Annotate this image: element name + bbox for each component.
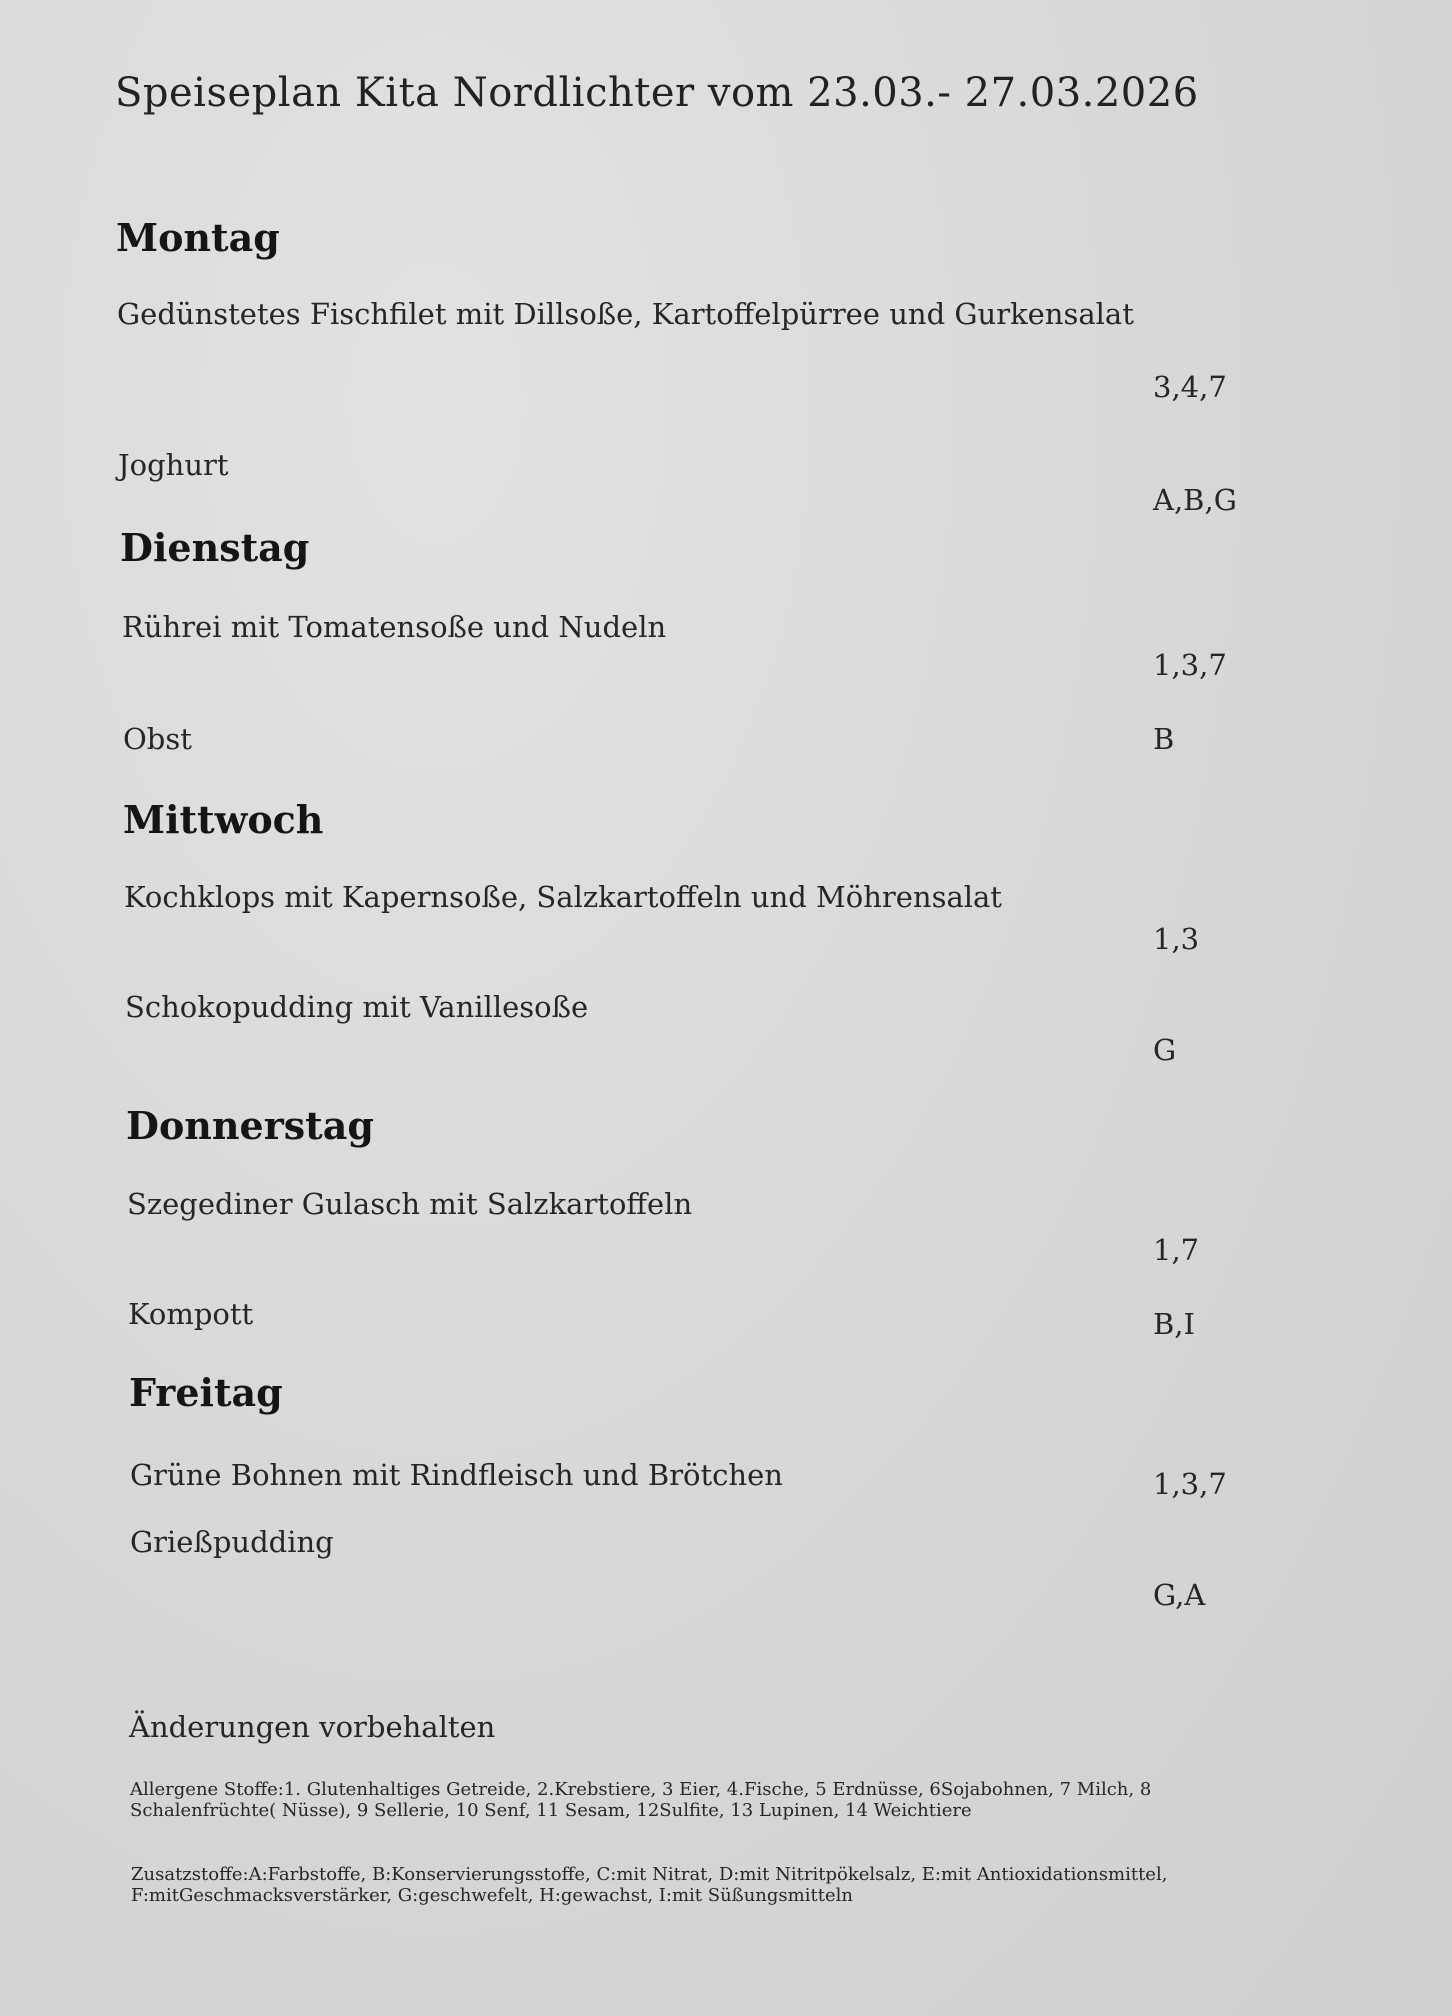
- meal-codes: 1,3,7: [1153, 648, 1227, 682]
- day-heading-mittwoch: Mittwoch: [123, 797, 324, 842]
- meal-dish: Schokopudding mit Vanillesoße: [125, 990, 589, 1024]
- meal-codes: G,A: [1153, 1578, 1206, 1612]
- meal-codes: B,I: [1153, 1307, 1195, 1341]
- additives-legend: Zusatzstoffe:A:Farbstoffe, B:Konservierungsstoffe, C:mit Nitrat, D:mit Nitritpökelsalz, E:mit Antioxidationsmittel, F:mitGeschmacksverstärker, G:geschwefelt, H:gewachst, I:mit Süßungsmitteln: [131, 1864, 1168, 1906]
- day-heading-dienstag: Dienstag: [120, 525, 310, 570]
- meal-dish: Grießpudding: [130, 1525, 334, 1559]
- meal-dish: Gedünstetes Fischfilet mit Dillsoße, Kartoffelpürree und Gurkensalat: [117, 297, 1134, 331]
- allergens-legend: Allergene Stoffe:1. Glutenhaltiges Getreide, 2.Krebstiere, 3 Eier, 4.Fische, 5 Erdnüsse, 6Sojabohnen, 7 Milch, 8 Schalenfrüchte( Nüsse), 9 Sellerie, 10 Senf, 11 Sesam, 12Sulfite, 13 Lupinen, 14 Weichtiere: [130, 1779, 1152, 1821]
- day-heading-freitag: Freitag: [129, 1370, 283, 1415]
- meal-codes: 3,4,7: [1153, 370, 1227, 404]
- meal-dish: Rührei mit Tomatensoße und Nudeln: [122, 610, 667, 644]
- meal-codes: 1,7: [1153, 1233, 1200, 1267]
- meal-codes: 1,3: [1153, 922, 1200, 956]
- meal-codes: G: [1153, 1033, 1177, 1067]
- meal-dish: Obst: [123, 722, 192, 756]
- changes-reserved-note: Änderungen vorbehalten: [129, 1710, 496, 1744]
- meal-dish: Szegediner Gulasch mit Salzkartoffeln: [127, 1187, 693, 1221]
- day-heading-montag: Montag: [116, 215, 280, 260]
- page-title: Speiseplan Kita Nordlichter vom 23.03.- 27.03.2026: [115, 70, 1199, 116]
- meal-dish: Grüne Bohnen mit Rindfleisch und Brötchen: [130, 1458, 783, 1492]
- meal-dish: Joghurt: [118, 448, 229, 482]
- meal-codes: B: [1153, 722, 1175, 756]
- day-heading-donnerstag: Donnerstag: [126, 1103, 374, 1148]
- meal-dish: Kochklops mit Kapernsoße, Salzkartoffeln und Möhrensalat: [124, 880, 1002, 914]
- meal-codes: 1,3,7: [1153, 1467, 1227, 1501]
- meal-dish: Kompott: [128, 1297, 254, 1331]
- meal-codes: A,B,G: [1153, 483, 1237, 517]
